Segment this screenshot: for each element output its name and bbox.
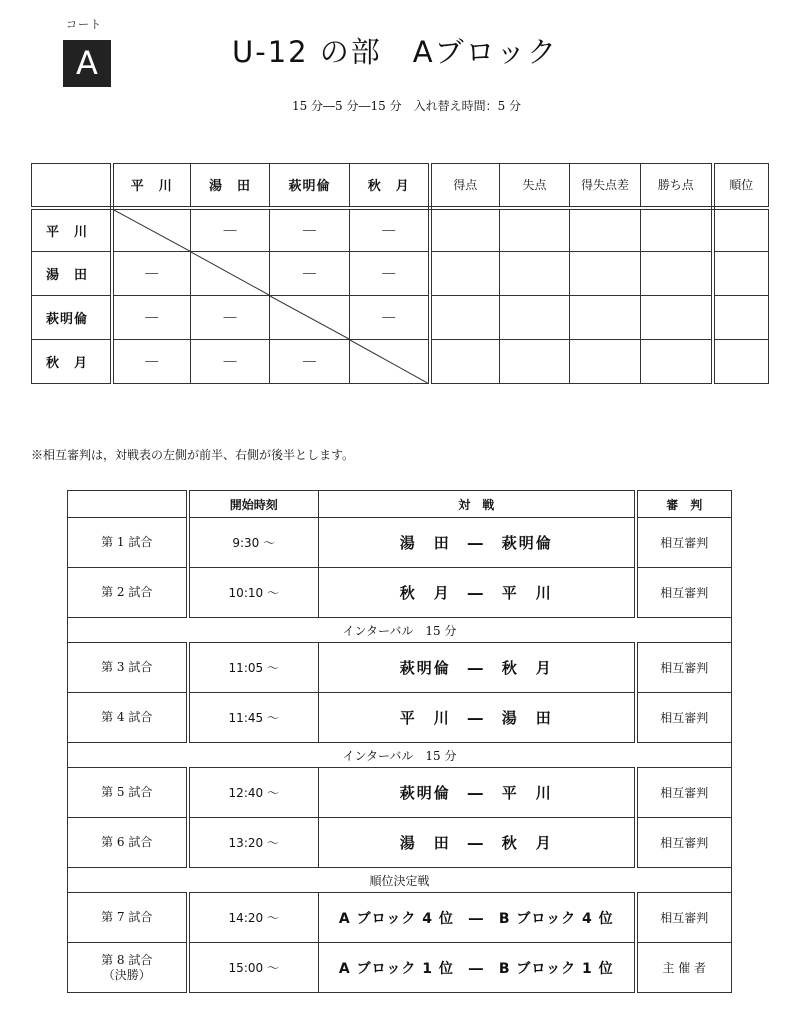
league-stat-cell: [713, 252, 769, 296]
league-stat-cell: [641, 296, 713, 340]
league-row-team: 萩明倫: [32, 296, 112, 340]
league-result-cell: ―: [350, 252, 430, 296]
match-team-home: 平 川: [399, 709, 451, 727]
match-team-away: B ブロック 4 位: [498, 910, 614, 927]
match-team-away: 秋 月: [501, 834, 553, 852]
league-stat-cell: [570, 340, 641, 384]
match-team-home: A ブロック 4 位: [338, 910, 454, 927]
game-number: [68, 643, 188, 693]
match-cell: [319, 818, 636, 868]
match-team-home: 湯 田: [399, 534, 451, 552]
start-time: 9:30 ～: [188, 518, 319, 568]
league-result-cell: ―: [112, 252, 191, 296]
league-stat-cell: [570, 252, 641, 296]
referee: 主 催 者: [636, 943, 732, 993]
league-stat-cell: [430, 296, 500, 340]
league-row: [32, 252, 769, 296]
league-stat-cell: [641, 252, 713, 296]
league-stat-cell: [641, 208, 713, 252]
match-separator: ―: [468, 910, 484, 927]
league-stat-cell: [500, 208, 570, 252]
league-result-cell: ―: [270, 252, 350, 296]
match-cell: [319, 518, 636, 568]
game-number-label: 第 4 試合: [101, 710, 153, 724]
match-team-away: 平 川: [501, 584, 553, 602]
league-corner-cell: [32, 164, 112, 208]
schedule-interval-row: [68, 618, 732, 643]
match-separator: ―: [467, 534, 485, 552]
start-time: 14:20 ～: [188, 893, 319, 943]
match-team-away: 秋 月: [501, 659, 553, 677]
court-label: コート: [66, 18, 102, 31]
match-separator: ―: [467, 834, 485, 852]
match-separator: ―: [468, 960, 484, 977]
league-stat-cell: [500, 296, 570, 340]
game-number-label: 第 5 試合: [101, 785, 153, 799]
referee: 相互審判: [636, 518, 732, 568]
league-row: [32, 208, 769, 252]
start-time: 11:05 ～: [188, 643, 319, 693]
league-col-goal-difference: 得失点差: [570, 164, 641, 208]
league-result-cell: ―: [350, 296, 430, 340]
match-team-home: 萩明倫: [399, 659, 451, 677]
league-stat-cell: [500, 340, 570, 384]
game-number: [68, 568, 188, 618]
league-result-cell: ―: [112, 340, 191, 384]
schedule-header-row: [68, 491, 732, 518]
match-cell: [319, 893, 636, 943]
league-stat-cell: [713, 296, 769, 340]
start-time: 11:45 ～: [188, 693, 319, 743]
league-stat-cell: [430, 252, 500, 296]
match-team-away: 平 川: [501, 784, 553, 802]
league-header-row: [32, 164, 769, 208]
league-self-cell: [350, 340, 430, 384]
league-result-cell: ―: [191, 296, 270, 340]
page-title: U-12 の部 Aブロック: [232, 35, 559, 69]
match-separator: ―: [467, 584, 485, 602]
schedule-interval-row: [68, 868, 732, 893]
league-result-cell: ―: [270, 208, 350, 252]
league-row: [32, 296, 769, 340]
schedule-game-row: [68, 518, 732, 568]
game-number: [68, 943, 188, 993]
schedule-game-row: [68, 768, 732, 818]
start-time: 13:20 ～: [188, 818, 319, 868]
league-stat-cell: [430, 340, 500, 384]
league-self-cell: [112, 208, 191, 252]
match-cell: [319, 568, 636, 618]
start-time: 15:00 ～: [188, 943, 319, 993]
referee: 相互審判: [636, 818, 732, 868]
match-team-home: 萩明倫: [399, 784, 451, 802]
game-number: [68, 768, 188, 818]
game-number: [68, 518, 188, 568]
referee-note: ※相互審判は，対戦表の左側が前半、右側が後半とします。: [31, 448, 355, 462]
game-number-label: 第 2 試合: [101, 585, 153, 599]
schedule-col-game: [68, 491, 188, 518]
league-result-cell: ―: [270, 340, 350, 384]
referee: 相互審判: [636, 893, 732, 943]
schedule-game-row: [68, 893, 732, 943]
league-col-team: 萩明倫: [270, 164, 350, 208]
league-stat-cell: [500, 252, 570, 296]
interval-label: 順位決定戦: [68, 868, 732, 893]
page-subtitle: 15 分―5 分―15 分 入れ替え時間：5 分: [291, 99, 522, 113]
league-col-rank: 順位: [713, 164, 769, 208]
schedule-game-row: [68, 943, 732, 993]
interval-label: インターバル 15 分: [68, 618, 732, 643]
schedule-table: [67, 490, 732, 993]
start-time: 10:10 ～: [188, 568, 319, 618]
referee: 相互審判: [636, 768, 732, 818]
game-number-label: 第 7 試合: [101, 910, 153, 924]
referee: 相互審判: [636, 693, 732, 743]
league-self-cell: [191, 252, 270, 296]
referee: 相互審判: [636, 643, 732, 693]
league-col-team: 湯 田: [191, 164, 270, 208]
league-col-points-against: 失点: [500, 164, 570, 208]
schedule-col-start-time: 開始時刻: [188, 491, 319, 518]
league-row-team: 秋 月: [32, 340, 112, 384]
match-cell: [319, 943, 636, 993]
match-team-away: 萩明倫: [501, 534, 553, 552]
schedule-game-row: [68, 818, 732, 868]
match-separator: ―: [467, 784, 485, 802]
schedule-col-match: 対 戦: [319, 491, 636, 518]
diagonal-slash: [350, 340, 428, 383]
league-col-standing-points: 勝ち点: [641, 164, 713, 208]
league-table: [31, 163, 769, 384]
match-team-home: 秋 月: [399, 584, 451, 602]
game-number-sublabel: （決勝）: [102, 967, 151, 982]
interval-label: インターバル 15 分: [68, 743, 732, 768]
schedule-interval-row: [68, 743, 732, 768]
schedule-game-row: [68, 568, 732, 618]
referee: 相互審判: [636, 568, 732, 618]
league-row-team: 湯 田: [32, 252, 112, 296]
schedule-game-row: [68, 693, 732, 743]
league-col-team: 平 川: [112, 164, 191, 208]
game-number-label: 第 1 試合: [101, 535, 153, 549]
league-stat-cell: [570, 296, 641, 340]
match-team-home: 湯 田: [399, 834, 451, 852]
league-stat-cell: [430, 208, 500, 252]
match-cell: [319, 643, 636, 693]
match-separator: ―: [467, 709, 485, 727]
league-self-cell: [270, 296, 350, 340]
league-result-cell: ―: [112, 296, 191, 340]
game-number-label: 第 6 試合: [101, 835, 153, 849]
match-cell: [319, 768, 636, 818]
match-separator: ―: [467, 659, 485, 677]
league-stat-cell: [713, 340, 769, 384]
schedule-game-row: [68, 643, 732, 693]
league-stat-cell: [570, 208, 641, 252]
game-number: [68, 893, 188, 943]
court-letter-badge: A: [63, 40, 111, 87]
diagonal-slash: [114, 210, 191, 252]
match-team-away: 湯 田: [501, 709, 553, 727]
match-team-home: A ブロック 1 位: [338, 960, 454, 977]
game-number: [68, 818, 188, 868]
diagonal-slash: [191, 252, 269, 295]
league-stat-cell: [641, 340, 713, 384]
match-team-away: B ブロック 1 位: [498, 960, 614, 977]
league-result-cell: ―: [350, 208, 430, 252]
game-number-label: 第 8 試合: [101, 952, 153, 967]
league-row: [32, 340, 769, 384]
game-number-label: 第 3 試合: [101, 660, 153, 674]
league-row-team: 平 川: [32, 208, 112, 252]
start-time: 12:40 ～: [188, 768, 319, 818]
league-result-cell: ―: [191, 340, 270, 384]
schedule-col-referee: 審 判: [636, 491, 732, 518]
game-number: [68, 693, 188, 743]
diagonal-slash: [270, 296, 349, 339]
league-col-team: 秋 月: [350, 164, 430, 208]
league-stat-cell: [713, 208, 769, 252]
league-col-points-for: 得点: [430, 164, 500, 208]
match-cell: [319, 693, 636, 743]
league-result-cell: ―: [191, 208, 270, 252]
